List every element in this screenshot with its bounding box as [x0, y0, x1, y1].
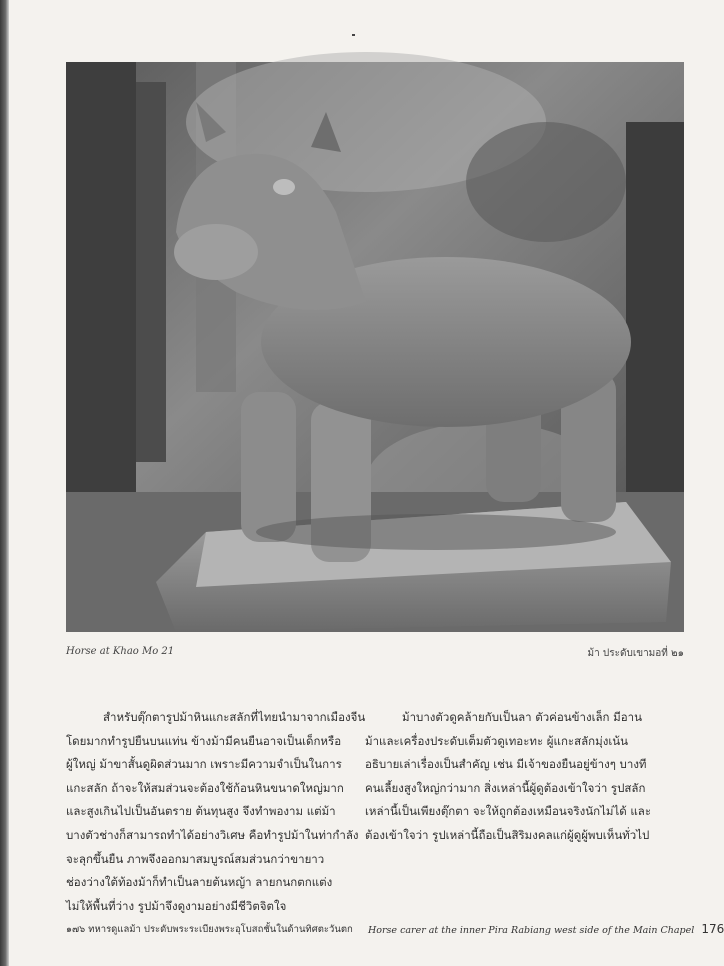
paragraph-line: และสูงเกินไปเป็นอันตราย ต้นทุนสูง จึงทำพองาม แต่ม้า — [66, 804, 336, 819]
paragraph-line: โดยมากทำรูปยืนบนแท่น ข้างม้ามีคนยืนอาจเป็นเด็กหรือ — [66, 733, 342, 748]
paragraph-line: ไม่ให้พื้นที่ว่าง รูปม้าจึงดูงามอย่างมีชีวิตจิตใจ — [66, 898, 287, 913]
horse-sculpture-image — [66, 62, 684, 632]
footer-english-caption — [368, 922, 724, 936]
paragraph-line: ช่องว่างใต้ท้องม้าก็ทำเป็นลายต้นหญ้า ลายกนกตกแต่ง — [66, 875, 333, 890]
paragraph-line: สำหรับตุ๊กตารูปม้าหินแกะสลักที่ไทยนำมาจากเมืองจีน — [103, 710, 366, 724]
paragraph-line: ม้าบางตัวดูคล้ายกับเป็นลา ตัวค่อนข้างเล็ก มีอาน — [402, 710, 642, 724]
horse-sculpture-photo — [66, 62, 684, 632]
body-text-right — [365, 706, 665, 848]
paragraph-line: บางตัวช่างก็สามารถทำได้อย่างวิเศษ คือทำรูปม้าในท่ากำลัง — [66, 827, 359, 842]
page-edge-shadow — [0, 0, 9, 966]
paragraph-line: แกะสลัก ถ้าจะให้สมส่วนจะต้องใช้ก้อนหินขนาดใหญ่มาก — [66, 780, 344, 795]
paragraph-line: คนเลี้ยงสูงใหญ่กว่ามาก สิ่งเหล่านี้ผู้ดูต้องเข้าใจว่า รูปสลัก — [365, 780, 646, 795]
caption-thai: ม้า ประดับเขามอที่ ๒๑ — [587, 648, 684, 659]
paragraph-line: ต้องเข้าใจว่า รูปเหล่านี้ถือเป็นสิริมงคลแก่ผู้ดูผู้พบเห็นทั่วไป — [365, 827, 650, 842]
footer-english-text: Horse carer at the inner Pira Rabiang west side of the Main Chapel — [368, 925, 695, 936]
body-text-left — [66, 706, 366, 918]
page-number: 176 — [701, 922, 724, 936]
footer-thai-caption: ๑๗๖ ทหารดูแลม้า ประดับพระระเบียงพระอุโบสถชั้นในด้านทิศตะวันตก — [66, 924, 353, 935]
paragraph-line: ม้าและเครื่องประดับเต็มตัวดูเทอะทะ ผู้แกะสลักมุ่งเน้น — [365, 733, 628, 748]
paragraph-line: เหล่านี้เป็นเพียงตุ๊กตา จะให้ถูกต้องเหมือนจริงนักไม่ได้ และ — [365, 804, 651, 819]
top-mark — [352, 34, 355, 36]
paragraph-line: อธิบายเล่าเรื่องเป็นสำคัญ เช่น มีเจ้าของยืนอยู่ข้างๆ บางที — [365, 757, 647, 772]
caption-english: Horse at Khao Mo 21 — [66, 646, 175, 657]
paragraph-line: ผู้ใหญ่ ม้าขาสั้นดูผิดส่วนมาก เพราะมีความจำเป็นในการ — [66, 757, 342, 772]
paragraph-line: จะลุกขึ้นยืน ภาพจึงออกมาสมบูรณ์สมส่วนกว่าขายาว — [66, 851, 325, 866]
